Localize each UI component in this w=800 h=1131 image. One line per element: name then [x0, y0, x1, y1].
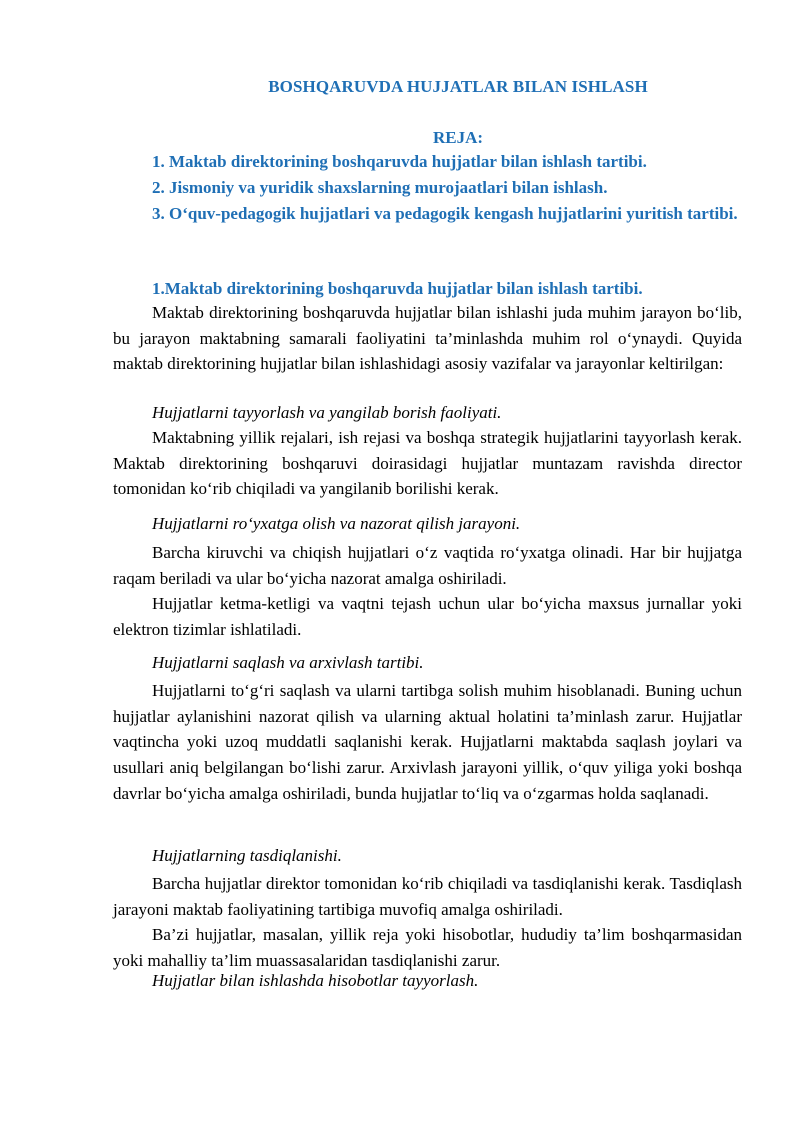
- paragraph-intro: Maktab direktorining boshqaruvda hujjatlar bilan ishlashi juda muhim jarayon bo‘lib, bu jarayon maktabning samarali faoliyatini ta’minlashda muhim rol o‘ynaydi. Quyida maktab direktorining hujjatlar bilan ishlashidagi asosiy vazifalar va jarayonlar keltirilgan:: [113, 303, 742, 374]
- subheading-approval: Hujjatlarning tasdiqlanishi.: [152, 846, 342, 865]
- plan-item-3: 3. O‘quv-pedagogik hujjatlari va pedagogik kengash hujjatlarini yuritish tartibi.: [152, 204, 738, 223]
- document-title: BOSHQARUVDA HUJJATLAR BILAN ISHLASH: [268, 77, 648, 96]
- subheading-registration: Hujjatlarni ro‘yxatga olish va nazorat qilish jarayoni.: [152, 514, 521, 533]
- paragraph-external-approval: Ba’zi hujjatlar, masalan, yillik reja yoki hisobotlar, hududiy ta’lim boshqarmasidan yoki mahalliy ta’lim muassasalaridan tasdiqlanishi zarur.: [113, 925, 742, 970]
- paragraph-storage: Hujjatlarni to‘g‘ri saqlash va ularni tartibga solish muhim hisoblanadi. Buning uchun hujjatlar aylanishini nazorat qilish va ularning aktual holatini ta’minlash zarur. Hujjatlar vaqtincha yoki uzoq muddatli saqlanishi kerak. Hujjatlarni maktabda saqlash joylari va usullari aniq belgilangan bo‘lishi zarur. Arxivlash jarayoni yillik, o‘quv yiliga yoki boshqa davrlar bo‘yicha amalga oshiriladi, bunda hujjatlar to‘liq va o‘zgarmas holda saqlanadi.: [113, 681, 742, 803]
- subheading-storage: Hujjatlarni saqlash va arxivlash tartibi.: [152, 653, 424, 672]
- paragraph-approval: Barcha hujjatlar direktor tomonidan ko‘rib chiqiladi va tasdiqlanishi kerak. Tasdiqlash jarayoni maktab faoliyatining tartibiga muvofiq amalga oshiriladi.: [113, 874, 742, 919]
- section-heading: 1.Maktab direktorining boshqaruvda hujjatlar bilan ishlash tartibi.: [152, 279, 643, 298]
- paragraph-preparation: Maktabning yillik rejalari, ish rejasi va boshqa strategik hujjatlarini tayyorlash kerak. Maktab direktorining boshqaruvi doirasidagi hujjatlar muntazam ravishda director tomonidan ko‘rib chiqiladi va yangilanib borilishi kerak.: [113, 428, 742, 499]
- plan-item-2: 2. Jismoniy va yuridik shaxslarning murojaatlari bilan ishlash.: [152, 178, 608, 197]
- subheading-reports: Hujjatlar bilan ishlashda hisobotlar tayyorlash.: [152, 971, 479, 990]
- subheading-preparation: Hujjatlarni tayyorlash va yangilab borish faoliyati.: [152, 403, 502, 422]
- plan-item-1: 1. Maktab direktorining boshqaruvda hujjatlar bilan ishlash tartibi.: [152, 152, 647, 171]
- paragraph-journals: Hujjatlar ketma-ketligi va vaqtni tejash uchun ular bo‘yicha maxsus jurnallar yoki elektron tizimlar ishlatiladi.: [113, 594, 742, 639]
- paragraph-registration: Barcha kiruvchi va chiqish hujjatlari o‘z vaqtida ro‘yxatga olinadi. Har bir hujjatga raqam beriladi va ular bo‘yicha nazorat amalga oshiriladi.: [113, 543, 742, 588]
- plan-label: REJA:: [432, 128, 484, 147]
